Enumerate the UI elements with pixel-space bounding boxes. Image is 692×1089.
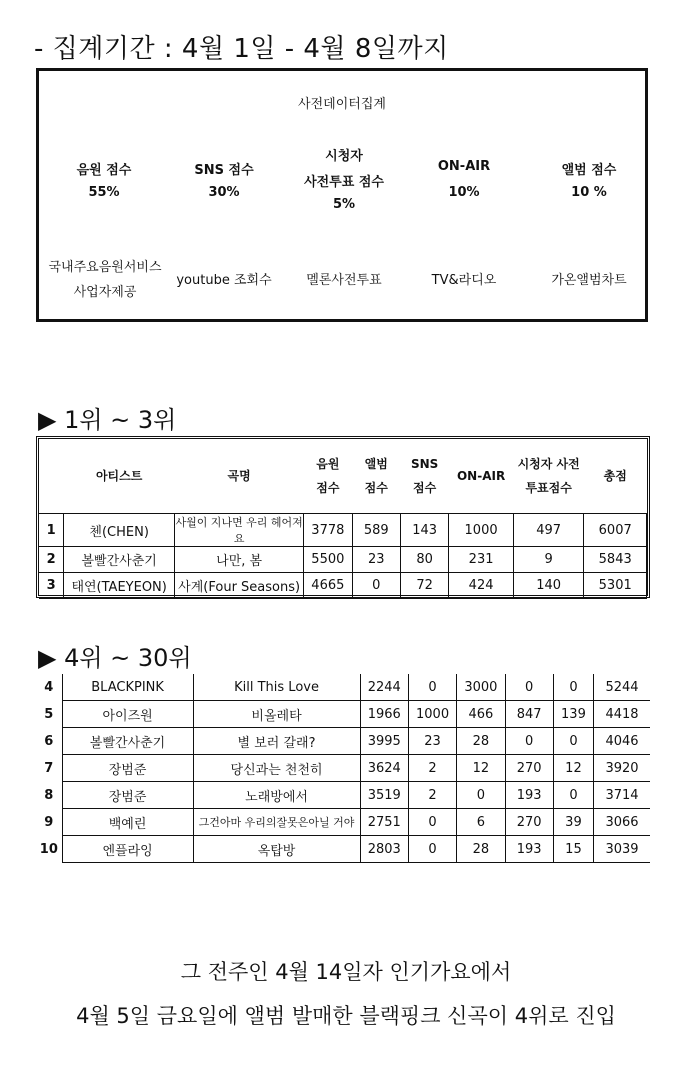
song-cell: 그건아마 우리의잘못은아닐 거야 (193, 809, 360, 836)
song-cell: 당신과는 천천히 (193, 755, 360, 782)
total-cell: 3039 (594, 836, 650, 863)
total-cell: 6007 (584, 514, 647, 547)
vote-cell: 140 (513, 573, 584, 599)
rank-cell: 9 (36, 809, 62, 836)
rank-cell: 4 (36, 674, 62, 701)
song-cell: 별 보러 갈래? (193, 728, 360, 755)
sns-cell: 143 (400, 514, 448, 547)
music-cell: 5500 (304, 547, 352, 573)
total-cell: 5843 (584, 547, 647, 573)
artist-cell: 백예린 (62, 809, 193, 836)
sns-score-label: SNS 점수 (194, 163, 254, 178)
album-cell: 0 (408, 674, 456, 701)
vote-score-label-2: 사전투표 점수 (304, 175, 384, 190)
song-cell: 비올레타 (193, 701, 360, 728)
table-row (36, 674, 650, 701)
artist-cell: 장범준 (62, 755, 193, 782)
rank-4-30-table (36, 674, 650, 863)
header-vote: 시청자 사전 투표점수 (517, 457, 580, 495)
header-music: 음원 점수 (316, 457, 340, 495)
song-cell: 나만, 봄 (175, 547, 304, 573)
song-cell: 옥탑방 (193, 836, 360, 863)
music-score-label: 음원 점수 (76, 163, 132, 178)
header-song: 곡명 (227, 469, 251, 483)
music-source-1: 국내주요음원서비스 (48, 260, 162, 275)
album-cell: 23 (408, 728, 456, 755)
sns-cell: 0 (457, 782, 505, 809)
album-cell: 0 (352, 573, 400, 599)
sns-cell: 28 (457, 728, 505, 755)
song-cell: 노래방에서 (193, 782, 360, 809)
vote-cell: 0 (553, 728, 593, 755)
rank-cell: 1 (39, 514, 64, 547)
header-artist: 아티스트 (95, 469, 143, 483)
artist-cell: 엔플라잉 (62, 836, 193, 863)
vote-score-pct: 5% (332, 197, 356, 212)
rank-cell: 5 (36, 701, 62, 728)
music-source-2: 사업자제공 (73, 285, 137, 300)
top3-table (36, 436, 650, 598)
total-cell: 3066 (594, 809, 650, 836)
artist-cell: 장범준 (62, 782, 193, 809)
vote-cell: 0 (553, 782, 593, 809)
table-row (36, 728, 650, 755)
album-cell: 23 (352, 547, 400, 573)
sns-cell: 72 (400, 573, 448, 599)
album-cell: 589 (352, 514, 400, 547)
album-score-pct: 10 % (571, 185, 607, 200)
onair-cell: 0 (505, 674, 553, 701)
total-cell: 4046 (594, 728, 650, 755)
onair-score-label: ON-AIR (437, 159, 491, 174)
total-cell: 3714 (594, 782, 650, 809)
period-heading: - 집계기간 : 4월 1일 - 4월 8일까지 (34, 34, 449, 64)
header-album: 앨범 점수 (364, 457, 388, 495)
album-cell: 2 (408, 755, 456, 782)
header-total: 총점 (603, 469, 627, 483)
header-sns: SNS 점수 (410, 457, 439, 495)
artist-cell: 태연(TAEYEON) (64, 573, 175, 599)
table-row (36, 755, 650, 782)
artist-cell: BLACKPINK (62, 674, 193, 701)
rank-cell: 10 (36, 836, 62, 863)
sns-cell: 28 (457, 836, 505, 863)
vote-source: 멜론사전투표 (306, 273, 382, 288)
music-cell: 3995 (360, 728, 408, 755)
total-cell: 3920 (594, 755, 650, 782)
music-cell: 2244 (360, 674, 408, 701)
rank-cell: 3 (39, 573, 64, 599)
music-cell: 3624 (360, 755, 408, 782)
music-cell: 3519 (360, 782, 408, 809)
onair-cell: 193 (505, 836, 553, 863)
onair-cell: 847 (505, 701, 553, 728)
album-cell: 0 (408, 809, 456, 836)
rank-cell: 2 (39, 547, 64, 573)
footer-line-1: 그 전주인 4월 14일자 인기가요에서 (180, 960, 512, 984)
album-source: 가온앨범차트 (551, 273, 627, 288)
onair-cell: 0 (505, 728, 553, 755)
sns-cell: 3000 (457, 674, 505, 701)
music-cell: 1966 (360, 701, 408, 728)
rank-cell: 6 (36, 728, 62, 755)
album-score-label: 앨범 점수 (561, 163, 617, 178)
music-cell: 3778 (304, 514, 352, 547)
table-row (36, 701, 650, 728)
table-row (36, 809, 650, 836)
table-row (39, 573, 647, 599)
album-cell: 0 (408, 836, 456, 863)
header-onair: ON-AIR (456, 469, 506, 483)
total-cell: 5244 (594, 674, 650, 701)
table-row (39, 514, 647, 547)
album-cell: 2 (408, 782, 456, 809)
vote-cell: 9 (513, 547, 584, 573)
music-cell: 2751 (360, 809, 408, 836)
artist-cell: 아이즈원 (62, 701, 193, 728)
music-cell: 4665 (304, 573, 352, 599)
sns-cell: 12 (457, 755, 505, 782)
sns-cell: 6 (457, 809, 505, 836)
onair-cell: 1000 (449, 514, 514, 547)
footer-line-2: 4월 5일 금요일에 앨범 발매한 블랙핑크 신곡이 4위로 진입 (76, 1004, 616, 1028)
artist-cell: 첸(CHEN) (64, 514, 175, 547)
onair-cell: 424 (449, 573, 514, 599)
table-row (36, 836, 650, 863)
album-cell: 1000 (408, 701, 456, 728)
total-cell: 4418 (594, 701, 650, 728)
total-cell: 5301 (584, 573, 647, 599)
vote-cell: 0 (553, 674, 593, 701)
vote-cell: 497 (513, 514, 584, 547)
vote-score-label-1: 시청자 (325, 149, 363, 164)
onair-cell: 270 (505, 809, 553, 836)
sns-source: youtube 조회수 (176, 273, 272, 288)
summary-title: 사전데이터집계 (298, 97, 386, 112)
vote-cell: 139 (553, 701, 593, 728)
artist-cell: 볼빨간사춘기 (64, 547, 175, 573)
song-cell: 사월이 지나면 우리 헤어져요 (175, 514, 304, 547)
vote-cell: 12 (553, 755, 593, 782)
sns-cell: 466 (457, 701, 505, 728)
table-row (36, 782, 650, 809)
music-score-pct: 55% (88, 185, 120, 200)
song-cell: 사계(Four Seasons) (175, 573, 304, 599)
section-top3-title: ▶ 1위 ~ 3위 (38, 406, 177, 434)
song-cell: Kill This Love (193, 674, 360, 701)
table-row (39, 547, 647, 573)
onair-cell: 270 (505, 755, 553, 782)
rank-cell: 7 (36, 755, 62, 782)
onair-score-pct: 10% (448, 185, 480, 200)
vote-cell: 39 (553, 809, 593, 836)
music-cell: 2803 (360, 836, 408, 863)
onair-cell: 193 (505, 782, 553, 809)
onair-source: TV&라디오 (431, 273, 497, 288)
vote-cell: 15 (553, 836, 593, 863)
sns-score-pct: 30% (208, 185, 240, 200)
table-header-row (39, 439, 647, 514)
rank-cell: 8 (36, 782, 62, 809)
sns-cell: 80 (400, 547, 448, 573)
scoring-summary-box (36, 68, 648, 322)
onair-cell: 231 (449, 547, 514, 573)
section-rest-title: ▶ 4위 ~ 30위 (38, 644, 192, 672)
artist-cell: 볼빨간사춘기 (62, 728, 193, 755)
